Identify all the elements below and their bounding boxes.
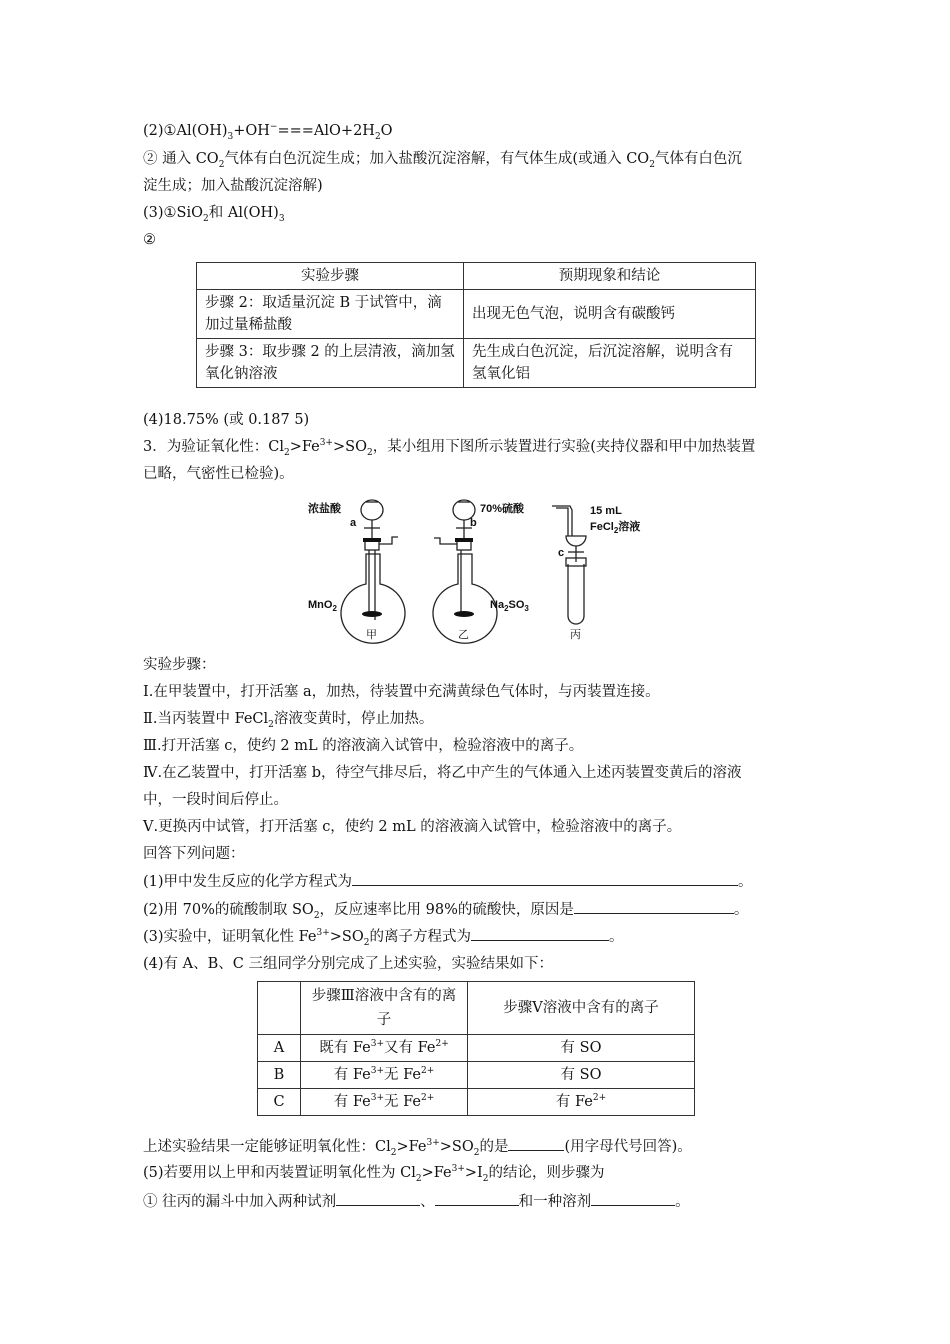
label-conc-hcl: 浓盐酸 (308, 503, 341, 515)
answer-blank[interactable] (336, 1191, 420, 1206)
table-row (258, 1035, 695, 1062)
answer-blank[interactable] (574, 899, 734, 914)
answer-2-line1: $(2)①Al(OH)_3+OH^-===AlO+2H_2O$ (143, 122, 393, 142)
table-cell: 步骤 2：取适量沉淀 B 于试管中，滴加过量稀盐酸 (197, 290, 464, 339)
apparatus-figure (300, 492, 660, 644)
answer-blank[interactable] (471, 926, 609, 941)
table-cell: 先生成白色沉淀，后沉淀溶解，说明含有氢氧化铝 (464, 339, 756, 388)
answer-blank[interactable] (591, 1191, 675, 1206)
table-row (258, 1062, 695, 1089)
stopper-yi (455, 538, 473, 542)
label-valve-c: c (558, 547, 565, 559)
table-header: 步骤Ⅲ溶液中含有的离子 (301, 982, 468, 1035)
label-70-sulfuric: 70%硫酸 (480, 503, 525, 515)
answer-blank[interactable] (435, 1191, 519, 1206)
table-cell: 出现无色气泡，说明含有碳酸钙 (464, 290, 756, 339)
steps-title: 实验步骤： (143, 657, 216, 673)
results-table (257, 981, 695, 1116)
apparatus-bing (552, 506, 586, 624)
answer-2-line3: 淀生成；加入盐酸沉淀溶解) (143, 178, 323, 194)
step-4-line2: 中，一段时间后停止。 (143, 792, 288, 808)
table-cell: 有 $Fe^{3+}$无 $Fe^{2+}$ (301, 1062, 468, 1089)
label-mno2: MnO$_2$ (308, 599, 337, 613)
answer-blank[interactable] (508, 1136, 564, 1151)
row-label: B (258, 1062, 301, 1089)
step-1: Ⅰ.在甲装置中，打开活塞 a，加热，待装置中充满黄绿色气体时，与丙装置连接。 (143, 684, 660, 700)
table-row (197, 263, 756, 290)
label-yi: 乙 (458, 629, 469, 641)
step-3: Ⅲ.打开活塞 c，使约 2 mL 的溶液滴入试管中，检验溶液中的离子。 (143, 738, 584, 754)
question-1: (1)甲中发生反应的化学方程式为 。 (143, 871, 753, 892)
table-header: 步骤Ⅴ溶液中含有的离子 (468, 982, 695, 1035)
question-2: (2)用 70%的硫酸制取 $SO_2$，反应速率比用 98%的硫酸快，原因是 。 (143, 899, 748, 920)
table-row (197, 290, 756, 339)
label-na2so3: $Na_2SO_3$ (490, 599, 529, 613)
answer-blank[interactable] (352, 871, 738, 886)
table-row (258, 1089, 695, 1116)
conclusion: 上述实验结果一定能够证明氧化性：$Cl_2>Fe^{3+}>SO_2$的是 (用字母代号回答)。 (143, 1136, 692, 1157)
step-2: Ⅱ.当丙装置中 FeCl$_2$溶液变黄时，停止加热。 (143, 711, 434, 730)
row-label: A (258, 1035, 301, 1062)
row-label: C (258, 1089, 301, 1116)
step-4-line1: Ⅳ.在乙装置中，打开活塞 b，待空气排尽后，将乙中产生的气体通入上述丙装置变黄后的溶液 (143, 765, 742, 781)
table-row (197, 339, 756, 388)
table-cell: 有 $Fe^{2+}$ (468, 1089, 695, 1116)
apparatus-yi (433, 500, 497, 643)
question-3: (3)实验中，证明氧化性 $Fe^{3+}>SO_2$的离子方程式为 。 (143, 926, 624, 947)
stopper-jia (363, 538, 381, 542)
table-cell: 步骤 3：取步骤 2 的上层清液，滴加氢氧化钠溶液 (197, 339, 464, 388)
table-cell: 有 $Fe^{3+}$无 $Fe^{2+}$ (301, 1089, 468, 1116)
question-3-intro-line2: 已略，气密性已检验)。 (143, 466, 294, 482)
solid-na2so3 (454, 611, 474, 617)
question-5-line2: ① 往丙的漏斗中加入两种试剂 、 和一种溶剂 。 (143, 1191, 690, 1212)
table-row (258, 982, 695, 1035)
label-jia: 甲 (366, 629, 377, 641)
label-15ml: 15 mL (590, 505, 622, 517)
question-4: (4)有 A、B、C 三组同学分别完成了上述实验，实验结果如下： (143, 956, 553, 972)
table-header: 实验步骤 (197, 263, 464, 290)
table-cell: 既有 $Fe^{3+}$又有 $Fe^{2+}$ (301, 1035, 468, 1062)
label-bing: 丙 (570, 629, 581, 641)
table-cell: 有 SO (468, 1062, 695, 1089)
experiment-table (196, 262, 756, 388)
label-fecl2: FeCl$_2$溶液 (590, 521, 641, 535)
question-3-intro-line1: 3．为验证氧化性：$Cl_2>Fe^{3+}>SO_2$，某小组用下图所示装置进行实验(夹持仪器和甲中加热装置 (143, 438, 756, 458)
question-5-line1: (5)若要用以上甲和丙装置证明氧化性为 $Cl_2>Fe^{3+}>I_2$的结论，则步骤为 (143, 1164, 605, 1184)
questions-prompt: 回答下列问题： (143, 846, 245, 862)
table-cell: 有 SO (468, 1035, 695, 1062)
label-valve-b: b (470, 517, 477, 529)
answer-3-line1: (3)①SiO$_2$和 $Al(OH)_3$ (143, 205, 285, 224)
step-5: Ⅴ.更换丙中试管，打开活塞 c，使约 2 mL 的溶液滴入试管中，检验溶液中的离子。 (143, 819, 682, 835)
answer-4: (4)18.75% (或 0.187 5) (143, 412, 310, 428)
solid-mno2 (362, 611, 382, 617)
table-header-empty (258, 982, 301, 1035)
label-valve-a: a (350, 517, 357, 529)
table-header: 预期现象和结论 (464, 263, 756, 290)
answer-2-line2: ② 通入 $CO_2$气体有白色沉淀生成；加入盐酸沉淀溶解，有气体生成(或通入 $CO_2$气体有白色沉 (143, 151, 742, 170)
answer-3-line2: ② (143, 232, 156, 248)
